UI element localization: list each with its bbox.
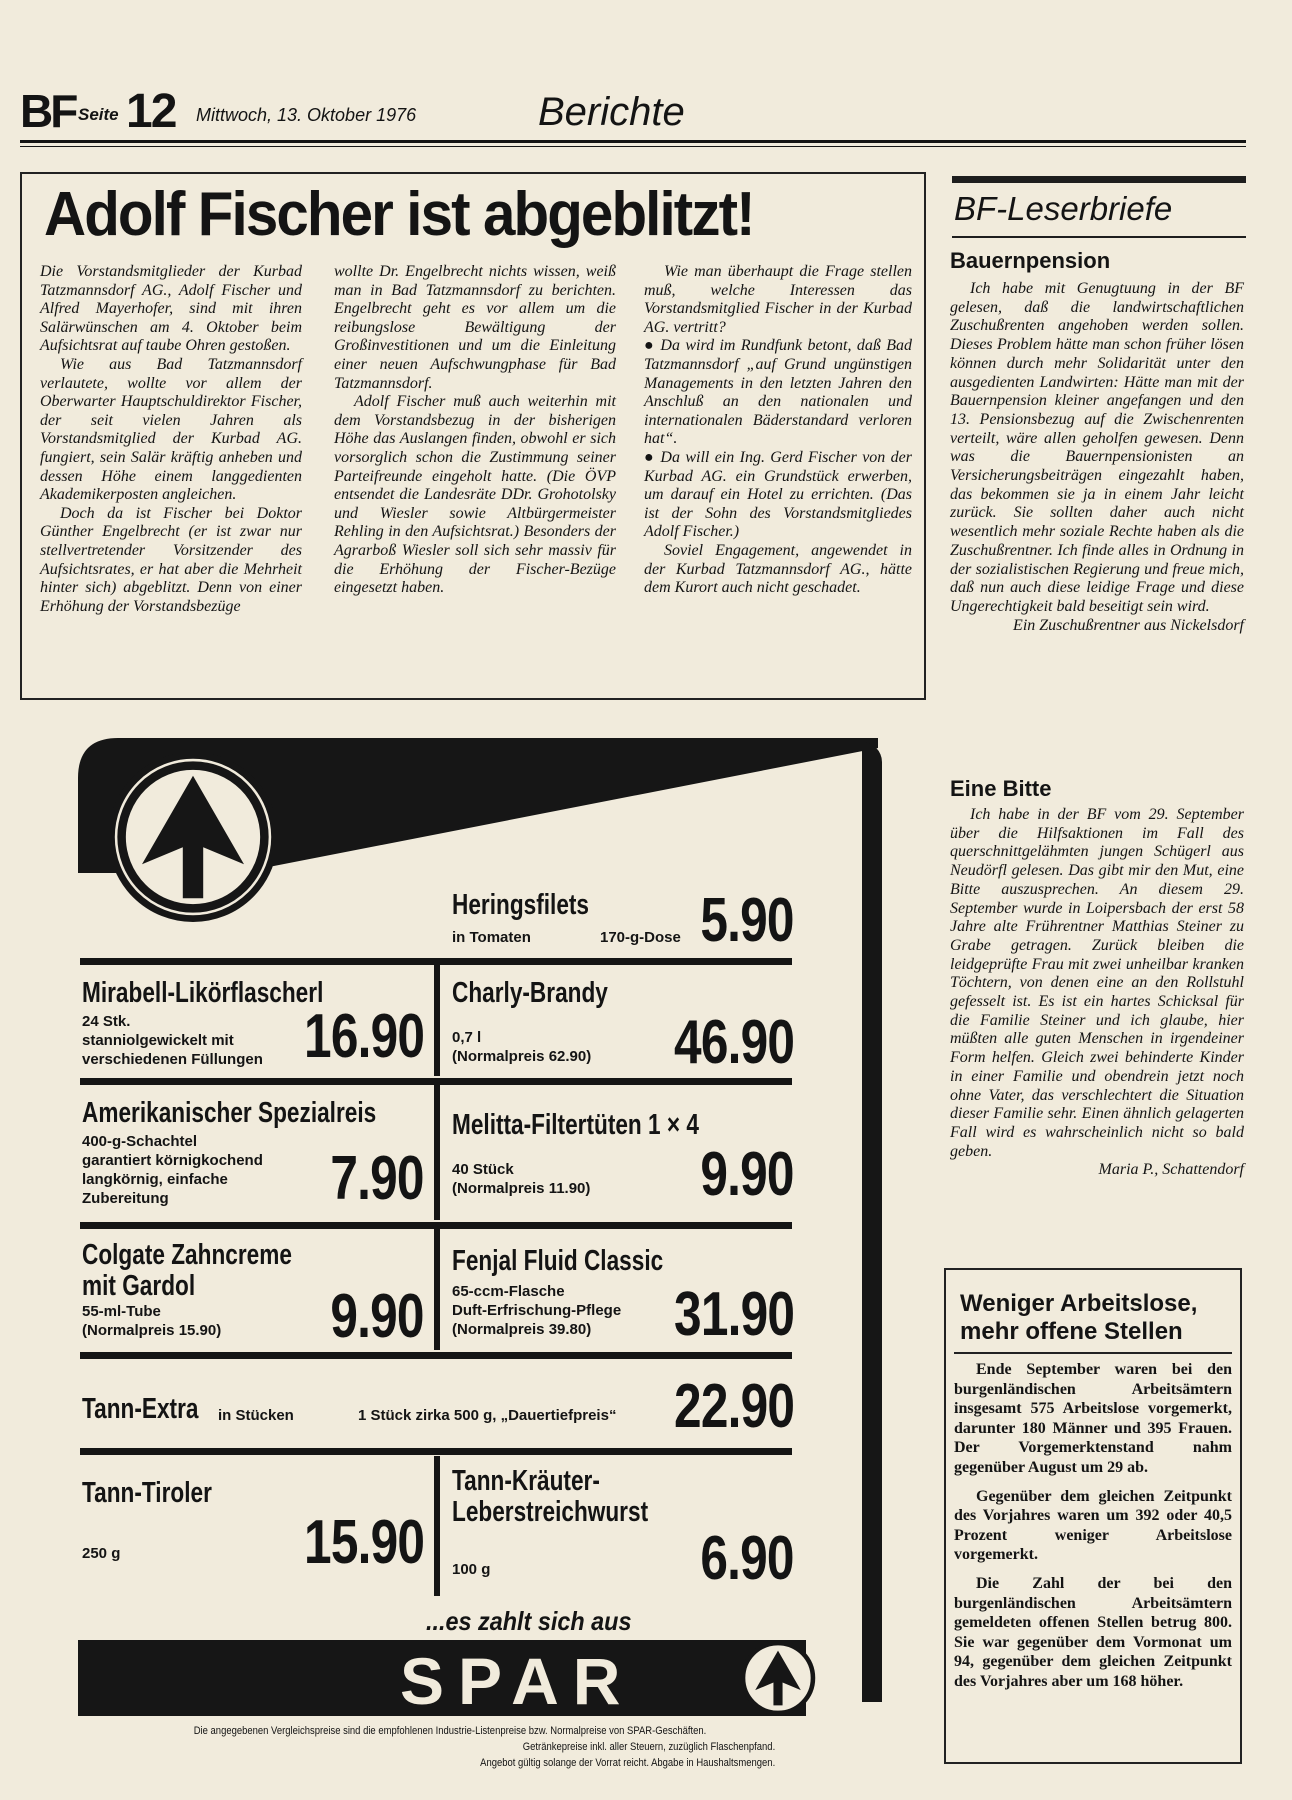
item-melitta-desc: 40 Stück (Normalpreis 11.90) xyxy=(452,1161,591,1197)
article-headline: Adolf Fischer ist abgeblitzt! xyxy=(44,180,754,249)
report-paragraph: Gegenüber dem gleichen Zeitpunkt des Vorjahres waren um 392 oder 40,5 Prozent weniger Arbeitslose vorgemerkt. xyxy=(954,1487,1232,1564)
article-column-1 xyxy=(40,263,302,616)
letters-title-rule xyxy=(952,236,1246,238)
item-heringsfilets-name: Heringsfilets xyxy=(452,889,590,921)
ad-column-divider xyxy=(434,1084,440,1220)
ad-column-divider xyxy=(434,1228,440,1350)
ad-slogan: ...es zahlt sich aus xyxy=(426,1606,632,1636)
price-fenjal: 31.90 xyxy=(673,1280,794,1349)
item-tann-extra-desc: 1 Stück zirka 500 g, „Dauertiefpreis“ xyxy=(358,1407,617,1424)
letter-text: Ich habe mit Genugtuung in der BF gelesen, daß die landwirtschaftlichen Zuschußrenten angehoben werden sollen. Dieses Problem hätte man schon früher lösen können durch mehr Solidarität unter den ausgedienten Landwirten: Hätte man mit der Bauernpension kleiner angefangen und den 13. Pensionsbezug auf die Zwischenrenten verteilt, wäre allen geholfen gewesen. Denn was die Bauernpensionisten an Versicherungsbeiträgen eingezahlt haben, das bekommen sie ja in einem Jahr leicht zurück. Sie sollten daher auch nicht wesentlich mehr soziale Rechte haben als die Zuschußrentner. Ich finde alles in Ordnung in der sozialistischen Regierung und freue mich, daß nun auch diese leidige Frage und diese Ungerechtigkeit bald beseitigt sein wird. xyxy=(950,280,1244,615)
price-tann-extra: 22.90 xyxy=(673,1372,794,1441)
item-colgate-name: Colgate Zahncreme mit Gardol xyxy=(82,1239,292,1303)
item-tann-kraeuter-desc: 100 g xyxy=(452,1561,491,1578)
price-melitta: 9.90 xyxy=(700,1140,794,1209)
item-tann-tiroler-name: Tann-Tiroler xyxy=(82,1477,212,1509)
item-colgate-desc: 55-ml-Tube (Normalpreis 15.90) xyxy=(82,1303,222,1339)
ad-column-divider xyxy=(434,1456,440,1596)
letter-heading: Eine Bitte xyxy=(950,776,1052,801)
spar-tree-logo-icon xyxy=(108,752,278,922)
item-tann-extra-name: Tann-Extra xyxy=(82,1393,199,1425)
letters-section-title: BF-Leserbriefe xyxy=(954,190,1173,227)
item-melitta-name: Melitta-Filtertüten 1 × 4 xyxy=(452,1109,699,1141)
ad-frame-border xyxy=(862,742,882,1702)
report-paragraph: Ende September waren bei den burgenländischen Arbeitsämtern insgesamt 575 Arbeitslose vorgemerkt, darunter 180 Männer und 395 Frauen. Der Vorgemerktenstand nahm gegenüber August um 29 ab. xyxy=(954,1361,1232,1476)
ad-row-divider xyxy=(80,1448,792,1455)
letter-body xyxy=(950,806,1244,1180)
item-charly-desc: 0,7 l (Normalpreis 62.90) xyxy=(452,1029,592,1065)
article-column-2 xyxy=(334,263,616,598)
item-spezialreis-desc: 400-g-Schachtel garantiert körnigkochend langkörnig, einfache Zubereitung xyxy=(82,1133,263,1207)
item-spezialreis-name: Amerikanischer Spezialreis xyxy=(82,1097,377,1129)
item-tann-kraeuter-name: Tann-Kräuter- Leberstreichwurst xyxy=(452,1465,649,1529)
ad-fineprint-2: Getränkepreise inkl. aller Steuern, zuzüglich Flaschenpfand. xyxy=(522,1741,776,1753)
price-colgate: 9.90 xyxy=(330,1282,424,1351)
article-paragraph: Wie aus Bad Tatzmannsdorf verlautete, wollte vor allem der Oberwarter Hauptschuldirektor Fischer, der seit vielen Jahren als Vorstandsmitglied der Kurbad AG. fungiert, sein Salär kräftig anheben und dessen Höhe einem langgedienten Akademikerposten angleichen. xyxy=(40,355,302,504)
price-spezialreis: 7.90 xyxy=(330,1144,424,1213)
report-body xyxy=(954,1360,1232,1701)
article-paragraph: Wie man überhaupt die Frage stellen muß, welche Interessen das Vorstandsmitglied Fischer in der Kurbad AG. vertritt? xyxy=(644,263,912,336)
header-rule-thin xyxy=(20,146,1246,147)
price-heringsfilets: 5.90 xyxy=(700,886,794,955)
newspaper-logo: BF xyxy=(20,85,76,137)
issue-date: Mittwoch, 13. Oktober 1976 xyxy=(196,105,417,125)
item-heringsfilets-size: 170-g-Dose xyxy=(600,929,681,946)
item-mirabell-desc: 24 Stk. stanniolgewickelt mit verschiedenen Füllungen xyxy=(82,1013,263,1068)
article-paragraph: Doch da ist Fischer bei Doktor Günther Engelbrecht (er ist zwar nur stellvertretender Vorsitzender des Aufsichtsrates, er hat aber die Mehrheit hinter sich) abgeblitzt. Denn von einer Erhöhung der Vorstandsbezüge xyxy=(40,504,302,615)
letter-heading: Bauernpension xyxy=(950,248,1111,273)
item-heringsfilets-desc: in Tomaten xyxy=(452,929,531,946)
price-mirabell: 16.90 xyxy=(303,1002,424,1071)
price-tann-kraeuter: 6.90 xyxy=(700,1524,794,1593)
item-tann-tiroler-desc: 250 g xyxy=(82,1545,121,1562)
letter-signature: Ein Zuschußrentner aus Nickelsdorf xyxy=(1013,616,1244,634)
price-tann-tiroler: 15.90 xyxy=(303,1508,424,1577)
item-fenjal-name: Fenjal Fluid Classic xyxy=(452,1245,664,1277)
article-paragraph: Adolf Fischer muß auch weiterhin mit dem Vorstandsbezug in der bisherigen Höhe das Auslangen finden, obwohl er sich vorsorglich schon die Zustimmung seiner Parteifreunde eingeholt hatte. (Die ÖVP entsendet die Landesräte DDr. Grohotolsky und Wiesler sowie Altbürgermeister Rehling in den Aufsichtsrat.) Besonders der Agrarboß Wiesler soll sich sehr massiv für die Erhöhung der Fischer-Bezüge eingesetzt haben. xyxy=(334,393,616,597)
article-paragraph: Soviel Engagement, angewendet in der Kurbad Tatzmannsdorf AG., hätte dem Kurort auch nicht geschadet. xyxy=(644,541,912,597)
article-bullet-paragraph: ● Da wird im Rundfunk betont, daß Bad Tatzmannsdorf „auf Grund ungünstigen Managements in den letzten Jahren den Anschluß an den nationalen und internationalen Bäderstandard verloren hat“. xyxy=(644,337,912,449)
header-rule xyxy=(20,140,1246,143)
report-paragraph: Die Zahl der bei den burgenländischen Arbeitsämtern gemeldeten offenen Stellen betrug 800. Sie war gegenüber dem Vormonat um 94, gegenüber dem gleichen Zeitpunkt des Vorjahres aber um 168 höher. xyxy=(954,1574,1232,1690)
item-tann-extra-suffix: in Stücken xyxy=(218,1407,294,1424)
page-number: 12 xyxy=(126,85,176,138)
page-label: Seite xyxy=(78,105,119,124)
price-charly: 46.90 xyxy=(673,1008,794,1077)
letter-signature: Maria P., Schattendorf xyxy=(1098,1161,1244,1179)
letters-top-rule xyxy=(952,176,1246,183)
item-charly-name: Charly-Brandy xyxy=(452,977,608,1009)
article-column-3 xyxy=(644,263,912,598)
item-mirabell-name: Mirabell-Likörflascherl xyxy=(82,977,324,1009)
letter-body xyxy=(950,280,1244,635)
section-title: Berichte xyxy=(538,90,685,134)
letter-text: Ich habe in der BF vom 29. September über die Hilfsaktionen im Fall des querschnittgelähmten jungen Schügerl aus Neudörfl gelesen. Das gibt mir den Mut, eine Bitte auszusprechen. An diesem 29. September wurde in Loipersbach der erst 58 Jahre alte Frührentner Matthias Steiner zu Grabe getragen. Zurück bleiben die leidgeprüfte Frau mit zwei unheilbar kranken Töchtern, von denen eine an den Rollstuhl gefesselt ist. Es ist ein hartes Schicksal für die Familie Steiner und ich glaube, hier müßten alle guten Menschen in irgendeiner Form helfen. Gleich zwei behinderte Kinder in einer Familie und obendrein jetzt noch ohne Vater, das verschlechtert die Situation dieser Familie sehr. Einen ähnlich gelagerten Fall wird es wahrscheinlich nicht so bald geben. xyxy=(950,806,1244,1160)
spar-tree-logo-small-icon xyxy=(740,1640,816,1716)
article-bullet-paragraph: ● Da will ein Ing. Gerd Fischer von der Kurbad AG. ein Grundstück erwerben, um darauf ein Hotel zu errichten. (Das ist der Sohn des Vorstandsmitgliedes Adolf Fischer.) xyxy=(644,449,912,542)
spar-brand-name: SPAR xyxy=(400,1644,635,1718)
ad-column-divider xyxy=(434,964,440,1076)
report-rule xyxy=(954,1352,1232,1354)
article-paragraph: wollte Dr. Engelbrecht nichts wissen, weiß man in Bad Tatzmannsdorf zu berichten. Engelbrecht geht es vor allem um die reibungslose Bewältigung der Großinvestitionen und um die Einleitung einer neuen Aufschwungphase für Bad Tatzmannsdorf. xyxy=(334,263,616,392)
report-headline: Weniger Arbeitslose, mehr offene Stellen xyxy=(960,1290,1198,1345)
ad-fineprint-1: Die angegebenen Vergleichspreise sind die empfohlenen Industrie-Listenpreise bzw. Normalpreise von SPAR-Geschäften. xyxy=(193,1725,707,1737)
item-fenjal-desc: 65-ccm-Flasche Duft-Erfrischung-Pflege (Normalpreis 39.80) xyxy=(452,1283,622,1338)
article-paragraph: Die Vorstandsmitglieder der Kurbad Tatzmannsdorf AG., Adolf Fischer und Alfred Mayerhofer, sind mit ihren Salärwünschen am 4. Oktober beim Aufsichtsrat auf taube Ohren gestoßen. xyxy=(40,263,302,355)
ad-fineprint-3: Angebot gültig solange der Vorrat reicht. Abgabe in Haushaltsmengen. xyxy=(480,1757,776,1769)
ad-row-divider xyxy=(80,1352,792,1359)
